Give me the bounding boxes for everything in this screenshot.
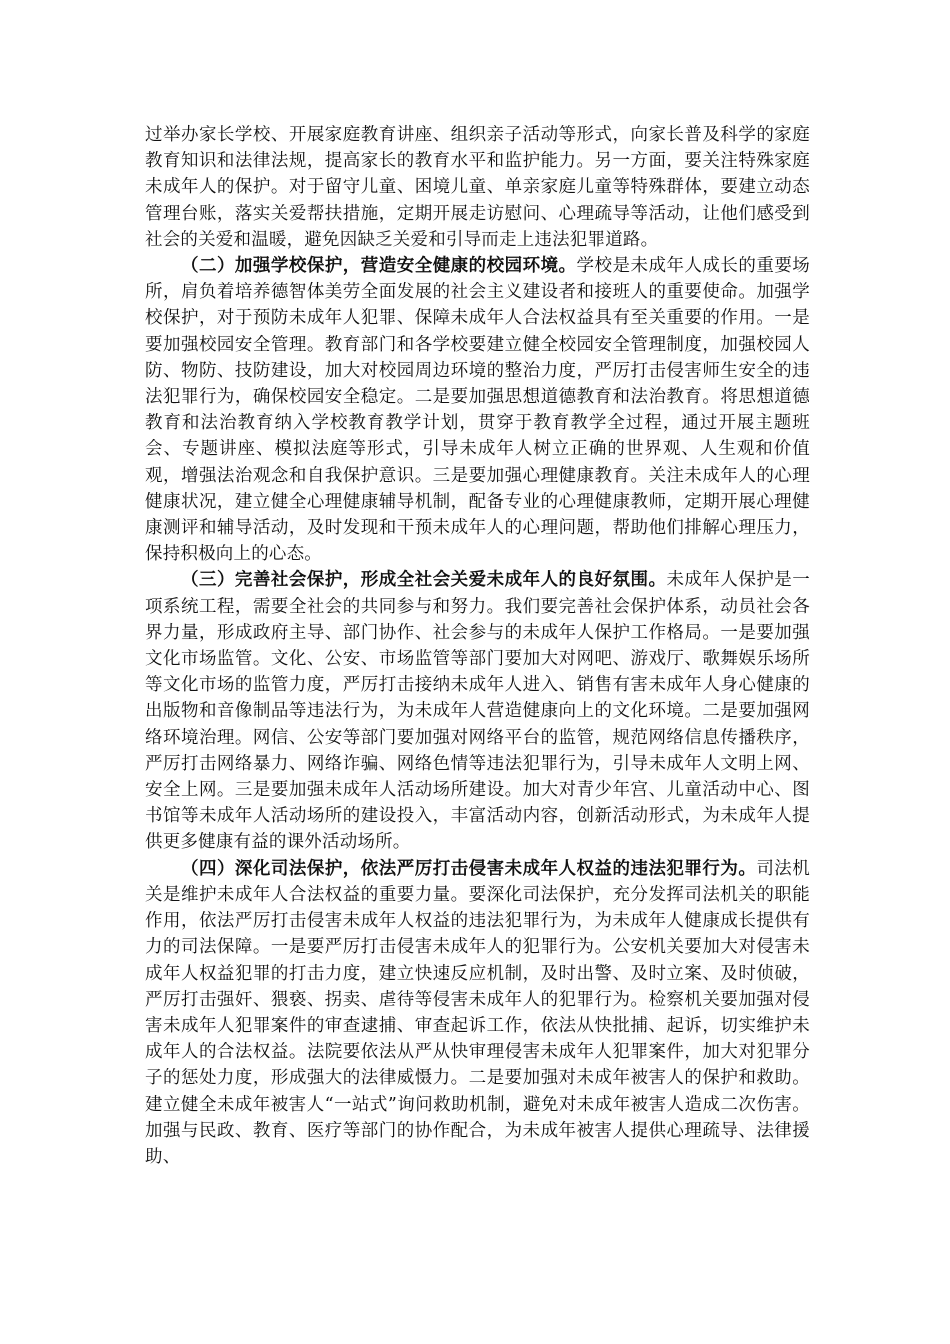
paragraph-text: 未成年人保护是一项系统工程，需要全社会的共同参与和努力。我们要完善社会保护体系，动员社会各界力量，形成政府主导、部门协作、社会参与的未成年人保护工作格局。一是要加强文化市场监管。文化、公安、市场监管等部门要加大对网吧、游戏厅、歌舞娱乐场所等文化市场的监管力度，严厉打击接纳未成年人进入、销售有害未成年人身心健康的出版物和音像制品等违法行为，为未成年人营造健康向上的文化环境。二是要加强网络环境治理。网信、公安等部门要加强对网络平台的监管，规范网络信息传播秩序，严厉打击网络暴力、网络诈骗、网络色情等违法犯罪行为，引导未成年人文明上网、安全上网。三是要加强未成年人活动场所建设。加大对青少年宫、儿童活动中心、图书馆等未成年人活动场所的建设投入，丰富活动内容，创新活动形式，为未成年人提供更多健康有益的课外活动场所。 <box>145 570 810 853</box>
paragraph-text: 学校是未成年人成长的重要场所，肩负着培养德智体美劳全面发展的社会主义建设者和接班人的重要使命。加强学校保护，对于预防未成年人犯罪、保障未成年人合法权益具有至关重要的作用。一是要加强校园安全管理。教育部门和各学校要建立健全校园安全管理制度，加强校园人防、物防、技防建设，加大对校园周边环境的整治力度，严厉打击侵害师生安全的违法犯罪行为，确保校园安全稳定。二是要加强思想道德教育和法治教育。将思想道德教育和法治教育纳入学校教育教学计划，贯穿于教育教学全过程，通过开展主题班会、专题讲座、模拟法庭等形式，引导未成年人树立正确的世界观、人生观和价值观，增强法治观念和自我保护意识。三是要加强心理健康教育。关注未成年人的心理健康状况，建立健全心理健康辅导机制，配备专业的心理健康教师，定期开展心理健康测评和辅导活动，及时发现和干预未成年人的心理问题，帮助他们排解心理压力，保持积极向上的心态。 <box>145 256 810 565</box>
paragraph-text: 司法机关是维护未成年人合法权益的重要力量。要深化司法保护，充分发挥司法机关的职能作用，依法严厉打击侵害未成年人权益的违法犯罪行为，为未成年人健康成长提供有力的司法保障。一是要严厉打击侵害未成年人的犯罪行为。公安机关要加大对侵害未成年人权益犯罪的打击力度，建立快速反应机制，及时出警、及时立案、及时侦破，严厉打击强奸、猥亵、拐卖、虐待等侵害未成年人的犯罪行为。检察机关要加强对侵害未成年人犯罪案件的审查逮捕、审查起诉工作，依法从快批捕、起诉，切实维护未成年人的合法权益。法院要依法从严从快审理侵害未成年人犯罪案件，加大对犯罪分子的惩处力度，形成强大的法律威慑力。二是要加强对未成年被害人的保护和救助。建立健全未成年被害人“一站式”询问救助机制，避免对未成年被害人造成二次伤害。加强与民政、教育、医疗等部门的协作配合，为未成年被害人提供心理疏导、法律援助、 <box>145 858 810 1167</box>
paragraph-social-protection <box>145 567 810 855</box>
section-heading-judicial-protection: （四）深化司法保护，依法严厉打击侵害未成年人权益的违法犯罪行为。 <box>181 858 757 879</box>
document-body <box>145 122 810 1170</box>
section-heading-social-protection: （三）完善社会保护，形成全社会关爱未成年人的良好氛围。 <box>181 570 667 591</box>
paragraph-family-protection-continued <box>145 122 810 253</box>
paragraph-text: 过举办家长学校、开展家庭教育讲座、组织亲子活动等形式，向家长普及科学的家庭教育知识和法律法规，提高家长的教育水平和监护能力。另一方面，要关注特殊家庭未成年人的保护。对于留守儿童、困境儿童、单亲家庭儿童等特殊群体，要建立动态管理台账，落实关爱帮扶措施，定期开展走访慰问、心理疏导等活动，让他们感受到社会的关爱和温暖，避免因缺乏关爱和引导而走上违法犯罪道路。 <box>145 125 810 250</box>
section-heading-school-protection: （二）加强学校保护，营造安全健康的校园环境。 <box>181 256 577 277</box>
paragraph-school-protection <box>145 253 810 567</box>
paragraph-judicial-protection <box>145 856 810 1170</box>
